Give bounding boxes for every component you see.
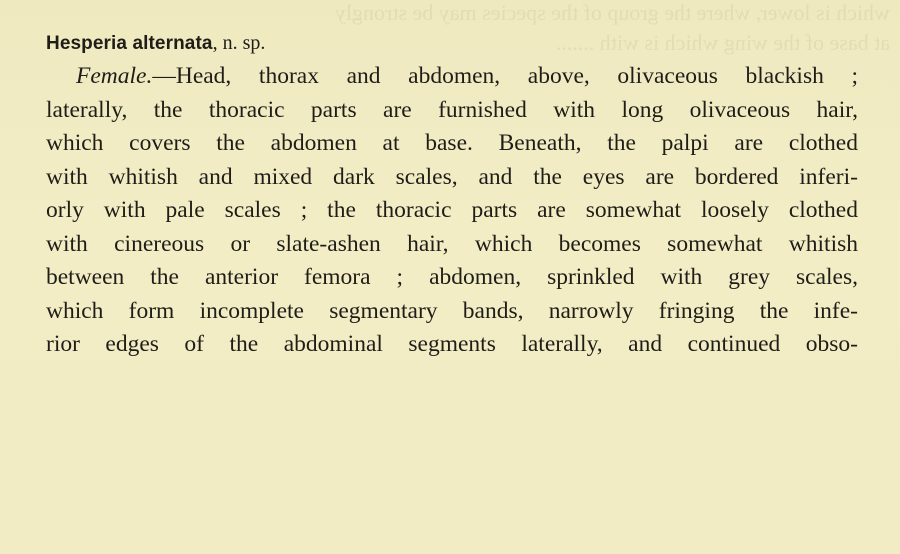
text-line (46, 60, 858, 94)
species-name: Hesperia alternata (46, 33, 213, 54)
species-heading (46, 30, 265, 57)
text-line: rior edges of the abdominal segments laterally, and continued obso- (46, 331, 858, 357)
text-line: between the anterior femora ; abdomen, sprinkled with grey scales, (46, 264, 858, 290)
line-text: Head, thorax and abdomen, above, olivaceous blackish ; (175, 63, 858, 89)
text-line: with cinereous or slate-ashen hair, which becomes somewhat whitish (46, 230, 858, 257)
text-line: which covers the abdomen at base. Beneath, the palpi are clothed (46, 130, 858, 156)
sex-label: Female. (76, 63, 153, 89)
heading-separator: , (212, 32, 218, 54)
description-paragraph (46, 60, 858, 362)
species-status: n. sp. (222, 32, 266, 54)
text-line: laterally, the thoracic parts are furnished with long olivaceous hair, (46, 96, 858, 123)
show-through-text (334, 0, 890, 58)
text-line: with whitish and mixed dark scales, and the eyes are bordered inferi- (46, 163, 858, 190)
show-through-line: at base of the wing which is with ....... (555, 30, 890, 55)
text-line: which form incomplete segmentary bands, narrowly fringing the infe- (46, 297, 858, 324)
text-line: orly with pale scales ; the thoracic parts are somewhat loosely clothed (46, 197, 858, 223)
em-dash: — (152, 63, 176, 89)
show-through-line: which is lower, where the group of the species may be strongly (334, 0, 890, 25)
